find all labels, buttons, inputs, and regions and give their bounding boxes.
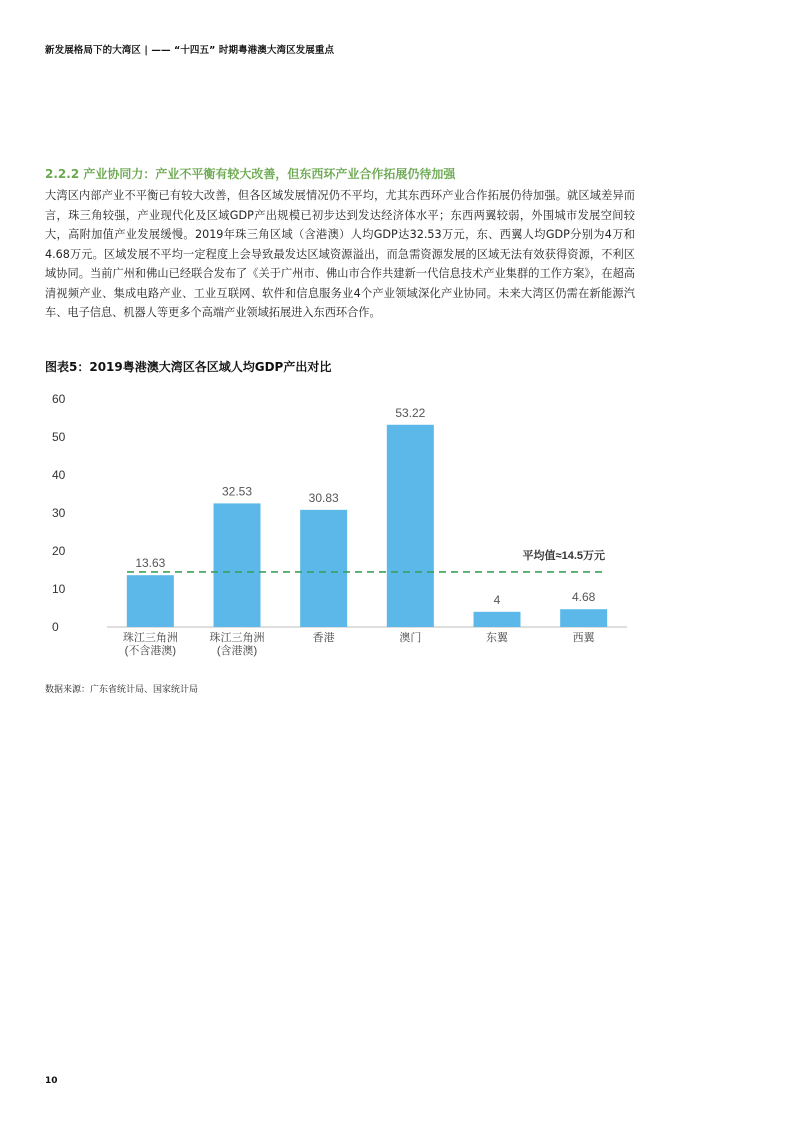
- x-category-label: 西翼: [572, 632, 595, 644]
- bar: [387, 425, 434, 627]
- bar-value-label: 53.22: [395, 405, 426, 420]
- x-category-label: 香港: [312, 632, 335, 644]
- x-category-label: 东翼: [486, 632, 508, 644]
- bar-chart: [0, 380, 793, 670]
- bar: [300, 510, 347, 627]
- bar: [560, 609, 607, 627]
- source-note: 数据来源：广东省统计局、国家统计局: [45, 685, 199, 695]
- bar-chart-svg: [0, 380, 793, 670]
- x-category-label: (不含港澳): [124, 645, 176, 657]
- bar: [214, 503, 261, 627]
- x-category-label: 澳门: [399, 632, 422, 644]
- y-tick-label: 10: [52, 582, 66, 596]
- y-tick-label: 30: [52, 506, 66, 520]
- x-category-label: 珠江三角洲: [209, 632, 265, 644]
- chart-title: 图表5：2019粤港澳大湾区各区域人均GDP产出对比: [45, 360, 332, 374]
- y-tick-label: 40: [52, 468, 66, 482]
- x-category-label: 珠江三角洲: [122, 632, 178, 644]
- bar-value-label: 13.63: [135, 556, 166, 571]
- bar: [127, 575, 174, 627]
- y-tick-label: 20: [52, 544, 66, 558]
- bar: [474, 612, 521, 627]
- y-tick-label: 0: [52, 620, 59, 634]
- bar-value-label: 32.53: [221, 484, 253, 499]
- average-reference-label: 平均值≈14.5万元: [522, 549, 605, 562]
- y-tick-label: 60: [52, 392, 66, 406]
- section-body-text: 大湾区内部产业不平衡已有较大改善，但各区域发展情况仍不平均，尤其东西环产业合作拓展仍待加强。就区域差异而言，珠三角较强，产业现代化及区域GDP产出规模已初步达到发达经济体水平；东西两翼较弱，外围城市发展空间较大，高附加值产业发展缓慢。2019年珠三角区域（含港澳）人均GDP达32.53万元，东、西翼人均GDP分别为4万和4.68万元。区域发展不平均一定程度上会导致最发达区域资源溢出，而急需资源发展的区域无法有效获得资源，不利区域协同。当前广州和佛山已经联合发布了《关于广州市、佛山市合作共建新一代信息技术产业集群的工作方案》，在超高清视频产业、集成电路产业、工业互联网、软件和信息服务业4个产业领域深化产业协同。未来大湾区仍需在新能源汽车、电子信息、机器人等更多个高端产业领域拓展进入东西环合作。: [45, 189, 635, 319]
- x-category-label: (含港澳): [216, 645, 258, 657]
- bar-value-label: 4.68: [571, 590, 596, 605]
- section-heading: 2.2.2 产业协同力：产业不平衡有较大改善，但东西环产业合作拓展仍待加强: [45, 167, 456, 181]
- bar-value-label: 4: [493, 592, 501, 607]
- running-header: 新发展格局下的大湾区 | —— “十四五” 时期粤港澳大湾区发展重点: [45, 45, 335, 56]
- page-number: 10: [45, 1076, 58, 1086]
- y-tick-label: 50: [52, 430, 66, 444]
- bar-value-label: 30.83: [308, 490, 339, 505]
